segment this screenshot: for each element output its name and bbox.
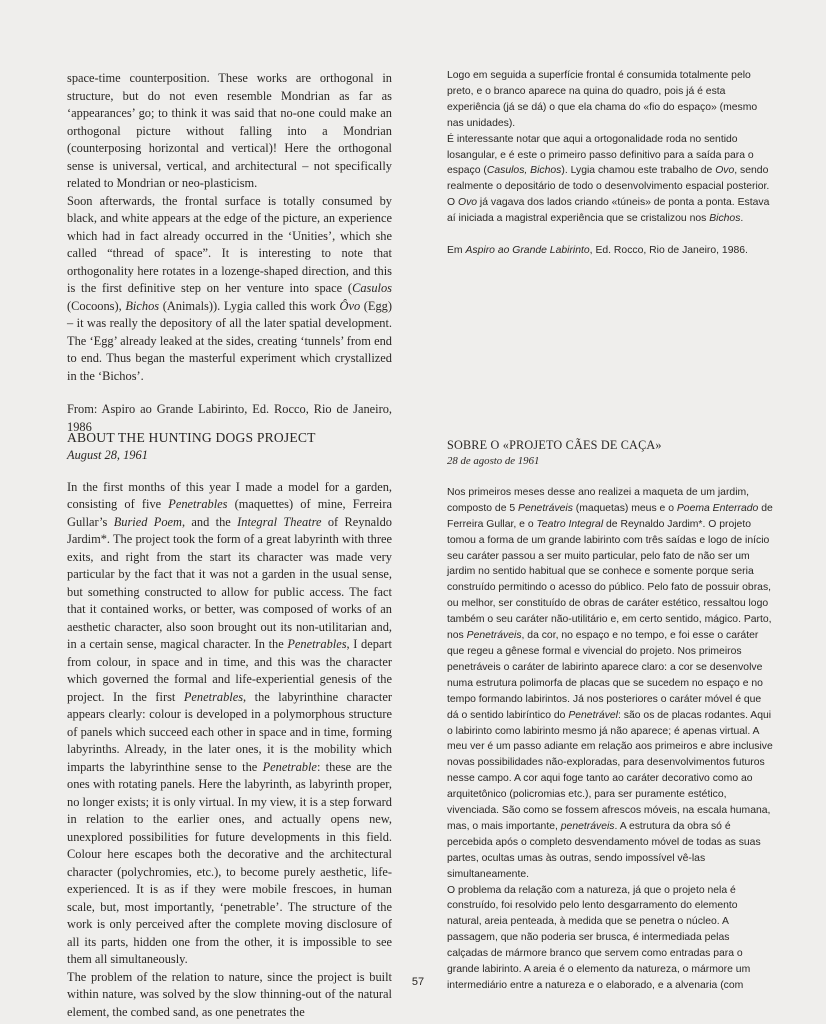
english-continuation xyxy=(67,70,392,436)
page-number: 57 xyxy=(411,976,425,988)
paragraph: In the first months of this year I made a model for a garden, consisting of five Penetrables (maquettes) of mine, Ferreira Gullar’s Buried Poem, and the Integral Theatre of Reynaldo Jardim*. The project took the form of a great labyrinth with three exits, and right from the start its character was made very particular by the fact that it was not a garden in the usual sense, but something constructed to allow for public access. The fact that it contained works, or better, was composed of works of an aesthetic character, also soon brought out its non-utilitarian and, in a certain sense, magical character. In the Penetrables, I depart from colour, in space and in time, and this was the character which governed the formal and life-experiential genesis of the project. In the first Penetrables, the labyrinthine character appears clearly: colour is developed in a polymorphous structure of panels which succeed each other in space and in time, forming labyrinths. Already, in the later ones, it is the mobility which imparts the labyrinthine sense to the Penetrable: these are the ones with rotating panels. Here the labyrinth, as labyrinth proper, no longer exists; it is only virtual. In my view, it is a step forward in relation to the earlier ones, and actually opens new, unexplored possibilities for future developments in this field. Colour here escapes both the decorative and the architectural character (polychromies, etc.), to become purely aesthetic, life-experienced. It is as if they were mobile frescoes, in human scale, but, most importantly, ‘penetrable’. The structure of the work is only perceived after the complete moving disclosure of all its parts, hidden one from the other, it is impossible to see them all simultaneously. xyxy=(67,479,392,966)
paragraph: Soon afterwards, the frontal surface is totally consumed by black, and white appears at the edge of the picture, an experience which had in fact already occurred in the ‘Unities’, which she called “thread of space”. It is interesting to note that orthogonality here rotates in a lozenge-shaped direction, and this is the first definitive step on her venture into space (Casulos (Cocoons), Bichos (Animals)). Lygia called this work Ôvo (Egg) – it was really the depository of all the later spatial development. The ‘Egg’ already leaked at the sides, creating ‘tunnels’ from end to end. Thus began the masterful experiment which crystallized in the ‘Bichos’. xyxy=(67,193,392,383)
paragraph: Nos primeiros meses desse ano realizei a maqueta de um jardim, composto de 5 Penetráveis (maquetas) meus e o Poema Enterrado de Ferreira Gullar, e o Teatro Integral de Reynaldo Jardim*. O projeto tomou a forma de um grande labirinto com três saídas e logo de início seu caráter passou a ser muito particular, pelo fato de não ser um jardim no sentido habitual que se conhece e somente porque seria construído permitindo o acesso do público. Pelo fato de possuir obras, ou melhor, ser constituído de obras de caráter estético, ressaltou logo também o seu caráter não-utilitário e, em certo sentido, mágico. Parto, nos Penetráveis, da cor, no espaço e no tempo, e foi esse o caráter que regeu a gênese formal e vivencial do projeto. Nos primeiros penetráveis o caráter de labirinto aparece claro: a cor se desenvolve numa estrutura polimorfa de placas que se sucedem no espaço e no tempo formando labirintos. Já nos posteriores o caráter móvel é que dá o sentido labiríntico do Penetrável: são os de placas rodantes. Aqui o labirinto como labirinto mesmo já não aparece; é apenas virtual. A meu ver é um passo adiante em relação aos primeiros e abre inclusive novas possibilidades não-exploradas, para desenvolvimentos futuros nesse campo. A cor aqui foge tanto ao caráter decorativo como ao arquitetônico (policromias etc.), para ser puramente estético, vivenciada. São como se fossem afrescos móveis, na escala humana, mas, o mais importante, penetráveis. A estrutura da obra só é percebida após o completo desvendamento móvel de todas as suas partes, ocultas umas às outras, sendo impossível vê-las simultaneamente. xyxy=(447,486,773,880)
portuguese-article xyxy=(447,438,773,994)
english-article xyxy=(67,429,392,1021)
paragraph: The problem of the relation to nature, since the project is built within nature, was solved by the slow thinning-out of the natural element, the combed sand, as one penetrates the xyxy=(67,969,392,1019)
portuguese-continuation xyxy=(447,68,773,259)
article-title: ABOUT THE HUNTING DOGS PROJECT xyxy=(67,430,316,445)
article-date: August 28, 1961 xyxy=(67,447,148,462)
source-note: Em Aspiro ao Grande Labirinto, Ed. Rocco, Rio de Janeiro, 1986. xyxy=(447,245,748,257)
source-note: From: Aspiro ao Grande Labirinto, Ed. Rocco, Rio de Janeiro, 1986 xyxy=(67,402,392,434)
paragraph: O problema da relação com a natureza, já que o projeto nela é construído, foi resolvido pelo lento desgarramento do elemento natural, areia penteada, à medida que se penetra o núcleo. A passagem, que não poderia ser brusca, é intermediada pelas calçadas de mármore branco que servem como entradas para o grande labirinto. A areia é o elemento da natureza, o mármore um intermediário entre a natureza e o elaborado, e a alvenaria (com xyxy=(447,884,751,991)
article-title: SOBRE O «PROJETO CÃES DE CAÇA» xyxy=(447,438,662,452)
article-date: 28 de agosto de 1961 xyxy=(447,454,540,467)
paragraph: Logo em seguida a superfície frontal é consumida totalmente pelo preto, e o branco aparece na quina do quadro, pois já é esta experiência (já se dá) o que ela chama do «fio do espaço» (mesmo nas unidades). xyxy=(447,70,758,129)
paragraph: É interessante notar que aqui a ortogonalidade roda no sentido losangular, e é este o primeiro passo definitivo para a saída para o espaço (Casulos, Bichos). Lygia chamou este trabalho de Ovo, sendo realmente o depositário de todo o desenvolvimento espacial posterior. O Ovo já vagava dos lados criando «túneis» de ponta a ponta. Estava aí iniciada a magistral experiência que se cristalizou nos Bichos. xyxy=(447,133,770,225)
paragraph: space-time counterposition. These works are orthogonal in structure, but do not even resemble Mondrian as far as ‘appearances’ go; to think it was said that no-one could make an orthogonal picture without falling into a Mondrian (counterposing horizontal and vertical)! Here the orthogonal sense is universal, vertical, and architectural – not specifically related to Mondrian or neo-plasticism. xyxy=(67,71,392,190)
